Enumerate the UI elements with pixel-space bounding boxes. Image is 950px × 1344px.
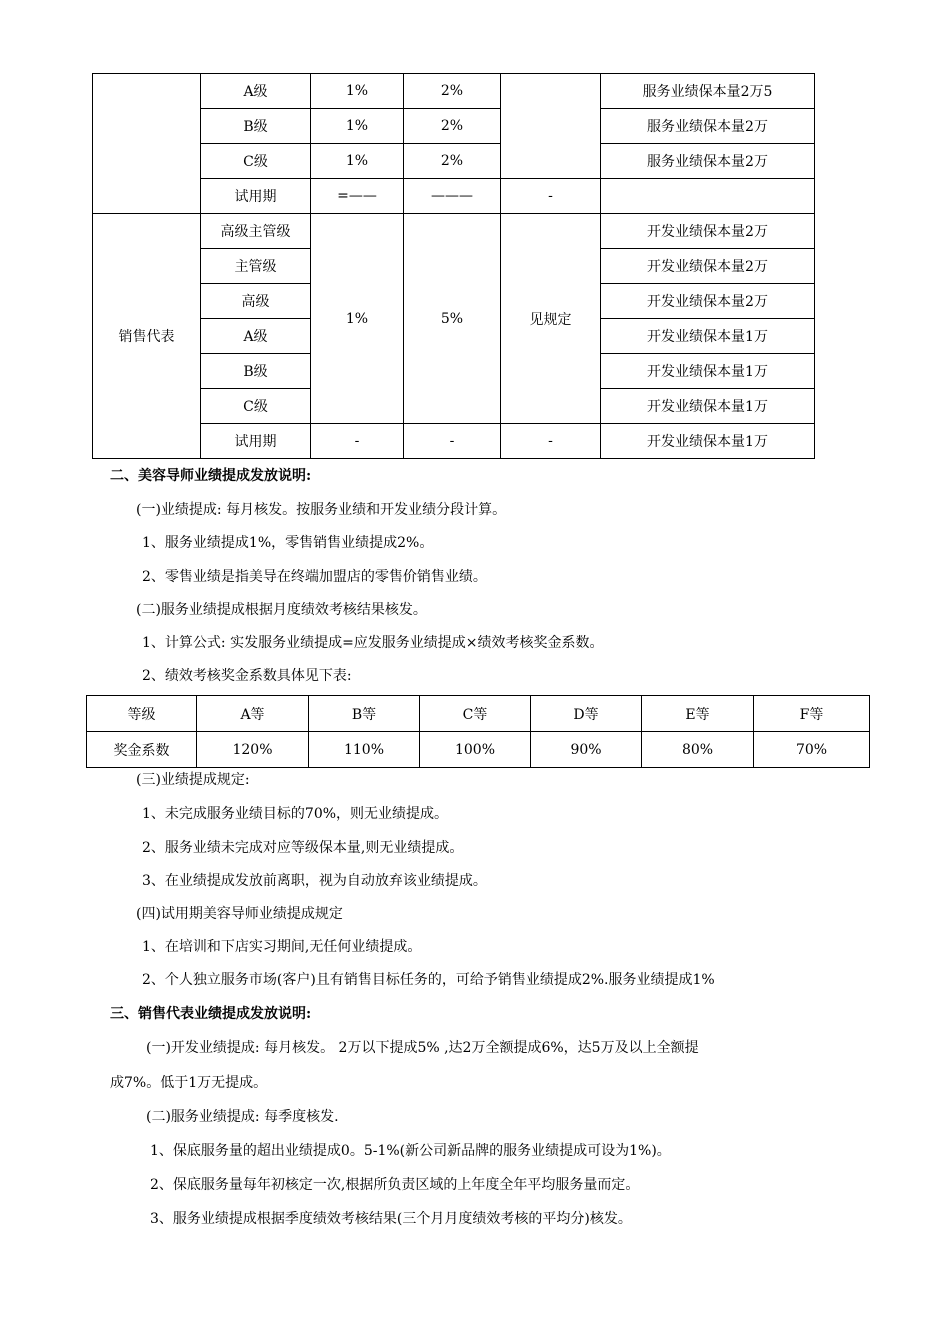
rule-cell: -	[501, 424, 601, 459]
value-cell: 90%	[531, 732, 642, 768]
grade-cell: B等	[309, 696, 420, 732]
value-cell: 120%	[197, 732, 309, 768]
grade-cell: C等	[420, 696, 531, 732]
requirement-cell: 开发业绩保本量1万	[601, 354, 815, 389]
requirement-cell: 开发业绩保本量1万	[601, 319, 815, 354]
value-cell: 70%	[754, 732, 870, 768]
rate-cell: =——	[311, 179, 404, 214]
rule-cell: -	[501, 179, 601, 214]
rate-cell: ———	[404, 179, 501, 214]
grade-cell: D等	[531, 696, 642, 732]
header-cell: 奖金系数	[87, 732, 197, 768]
paragraph-line: 2、保底服务量每年初核定一次,根据所负责区域的上年度全年平均服务量而定。	[150, 1177, 640, 1193]
level-cell: 主管级	[201, 249, 311, 284]
paragraph-line: 成7%。低于1万无提成。	[110, 1075, 268, 1091]
rate-cell: 5%	[404, 214, 501, 424]
value-cell: 80%	[642, 732, 754, 768]
paragraph-line: 1、保底服务量的超出业绩提成0。5-1%(新公司新品牌的服务业绩提成可设为1%)。	[150, 1143, 671, 1159]
paragraph-line: 3、服务业绩提成根据季度绩效考核结果(三个月月度绩效考核的平均分)核发。	[150, 1211, 632, 1227]
requirement-cell	[601, 179, 815, 214]
table-row	[93, 179, 815, 214]
paragraph-line: 2、绩效考核奖金系数具体见下表:	[142, 668, 352, 684]
section-heading: 三、销售代表业绩提成发放说明:	[110, 1006, 312, 1022]
role-cell: 销售代表	[93, 214, 201, 459]
rate-cell: 1%	[311, 109, 404, 144]
value-cell: 110%	[309, 732, 420, 768]
table-row	[93, 109, 815, 144]
grade-cell: F等	[754, 696, 870, 732]
paragraph-line: 3、在业绩提成发放前离职，视为自动放弃该业绩提成。	[142, 873, 487, 889]
table-row	[93, 144, 815, 179]
paragraph-line: (一)开发业绩提成: 每月核发。 2万以下提成5% ,达2万全额提成6%，达5万及以上全额提	[146, 1040, 699, 1056]
bonus-coefficient-table	[86, 695, 870, 768]
level-cell: 高级主管级	[201, 214, 311, 249]
paragraph-line: 2、个人独立服务市场(客户)且有销售目标任务的，可给予销售业绩提成2%.服务业绩提成1%	[142, 972, 715, 988]
section-heading: 二、美容导师业绩提成发放说明:	[110, 468, 312, 484]
requirement-cell: 开发业绩保本量1万	[601, 389, 815, 424]
paragraph-line: 1、服务业绩提成1%，零售销售业绩提成2%。	[142, 535, 434, 551]
level-cell: B级	[201, 109, 311, 144]
requirement-cell: 服务业绩保本量2万	[601, 144, 815, 179]
table-row	[87, 696, 870, 732]
table-row	[93, 74, 815, 109]
paragraph-line: 2、服务业绩未完成对应等级保本量,则无业绩提成。	[142, 840, 464, 856]
rate-cell: 1%	[311, 74, 404, 109]
paragraph-line: 2、零售业绩是指美导在终端加盟店的零售价销售业绩。	[142, 569, 487, 585]
grade-cell: A等	[197, 696, 309, 732]
rate-cell: 2%	[404, 109, 501, 144]
paragraph-line: 1、未完成服务业绩目标的70%，则无业绩提成。	[142, 806, 449, 822]
paragraph-line: (四)试用期美容导师业绩提成规定	[136, 906, 343, 922]
rule-cell: 见规定	[501, 214, 601, 424]
level-cell: A级	[201, 319, 311, 354]
role-cell	[93, 74, 201, 214]
rate-cell: 2%	[404, 74, 501, 109]
table-row	[93, 424, 815, 459]
rate-cell: 1%	[311, 144, 404, 179]
rate-cell: 1%	[311, 214, 404, 424]
level-cell: 高级	[201, 284, 311, 319]
header-cell: 等级	[87, 696, 197, 732]
requirement-cell: 开发业绩保本量2万	[601, 249, 815, 284]
level-cell: 试用期	[201, 179, 311, 214]
rate-cell: 2%	[404, 144, 501, 179]
level-cell: A级	[201, 74, 311, 109]
paragraph-line: (一)业绩提成: 每月核发。按服务业绩和开发业绩分段计算。	[136, 502, 507, 518]
rule-cell	[501, 74, 601, 179]
value-cell: 100%	[420, 732, 531, 768]
commission-table	[92, 73, 815, 459]
requirement-cell: 服务业绩保本量2万	[601, 109, 815, 144]
paragraph-line: (二)服务业绩提成: 每季度核发.	[146, 1109, 339, 1125]
table-row	[93, 214, 815, 249]
requirement-cell: 服务业绩保本量2万5	[601, 74, 815, 109]
grade-cell: E等	[642, 696, 754, 732]
paragraph-line: (二)服务业绩提成根据月度绩效考核结果核发。	[136, 602, 427, 618]
level-cell: C级	[201, 389, 311, 424]
paragraph-line: 1、计算公式: 实发服务业绩提成=应发服务业绩提成×绩效考核奖金系数。	[142, 635, 604, 651]
requirement-cell: 开发业绩保本量2万	[601, 284, 815, 319]
table-row	[87, 732, 870, 768]
paragraph-line: 1、在培训和下店实习期间,无任何业绩提成。	[142, 939, 422, 955]
requirement-cell: 开发业绩保本量1万	[601, 424, 815, 459]
rate-cell: -	[311, 424, 404, 459]
requirement-cell: 开发业绩保本量2万	[601, 214, 815, 249]
paragraph-line: (三)业绩提成规定:	[136, 772, 250, 788]
rate-cell: -	[404, 424, 501, 459]
level-cell: C级	[201, 144, 311, 179]
level-cell: B级	[201, 354, 311, 389]
level-cell: 试用期	[201, 424, 311, 459]
